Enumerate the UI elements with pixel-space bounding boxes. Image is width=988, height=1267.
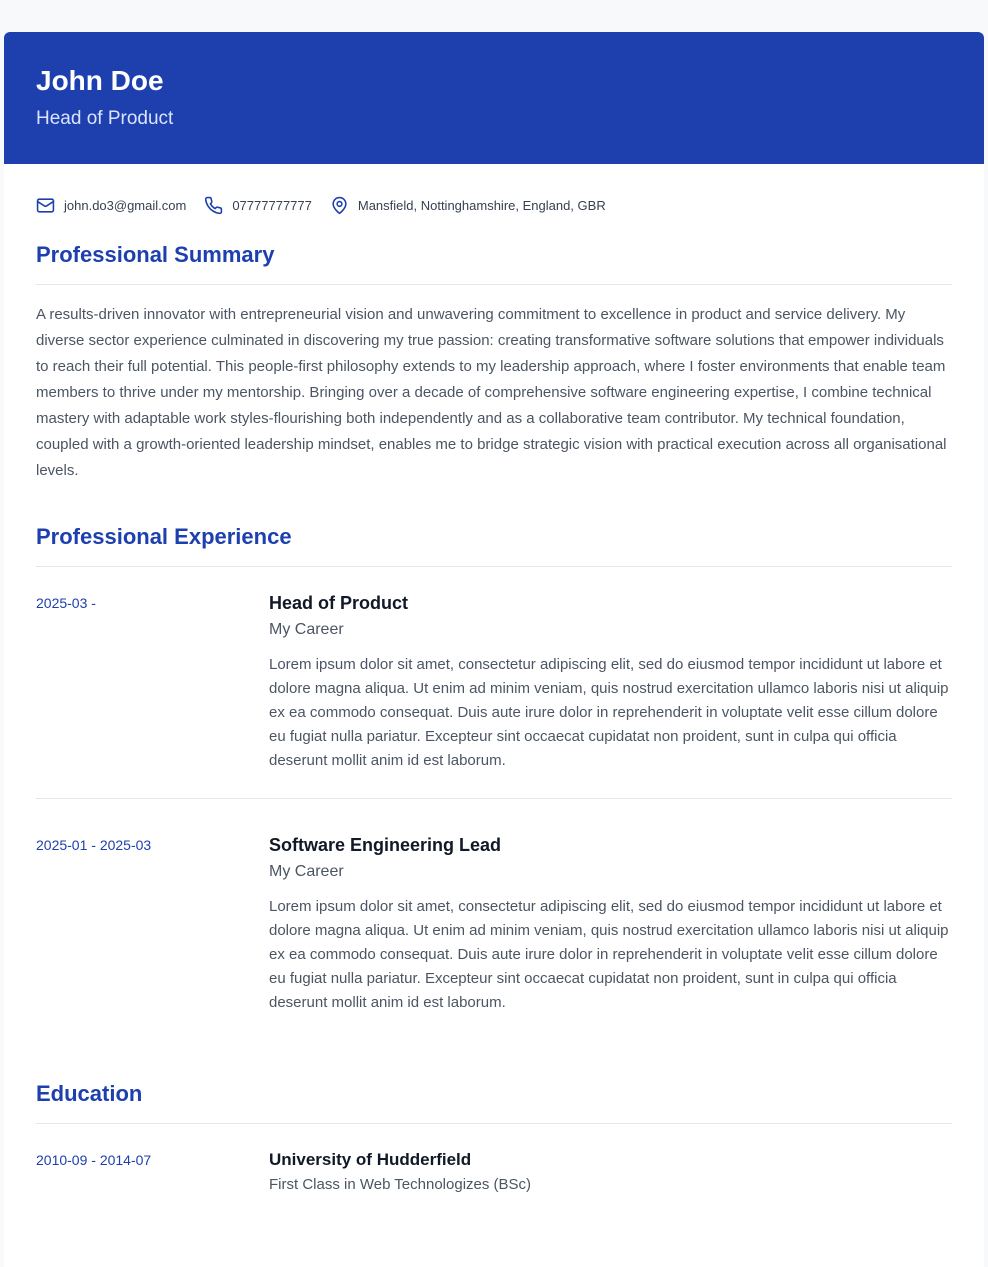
email-text: john.do3@gmail.com bbox=[64, 197, 187, 213]
location-text: Mansfield, Nottinghamshire, England, GBR bbox=[357, 197, 606, 213]
education-entry bbox=[36, 1148, 952, 1197]
resume-card bbox=[4, 32, 984, 1267]
experience-role: Software Engineering Lead bbox=[269, 835, 502, 855]
experience-company: My Career bbox=[269, 621, 344, 638]
summary-text: A results-driven innovator with entrepreneurial vision and unwavering commitment to excellence in product and service delivery. My diverse sector experience culminated in discovering my true passion: creating transformative software solutions that empower individuals to reach their full potential. This people-first philosophy extends to my leadership approach, where I foster environments that enable team members to thrive under my mentorship. Bringing over a decade of comprehensive software engineering expertise, I combine technical mastery with adaptable work styles-flourishing both independently and as a collaborative team contributor. My technical foundation, coupled with a growth-oriented leadership mindset, enables me to bridge strategic vision with practical execution across all organisational levels. bbox=[36, 306, 947, 479]
experience-dates: 2025-03 - bbox=[36, 595, 96, 611]
phone-icon bbox=[204, 196, 223, 215]
education-degree: First Class in Web Technologizes (BSc) bbox=[269, 1176, 532, 1193]
experience-entry bbox=[36, 591, 952, 773]
contact-location bbox=[330, 196, 606, 215]
entry-divider bbox=[36, 798, 952, 799]
candidate-headline: Head of Product bbox=[36, 108, 174, 129]
experience-company: My Career bbox=[269, 863, 344, 880]
experience-divider bbox=[36, 566, 952, 567]
resume-body bbox=[4, 188, 984, 1197]
experience-entry bbox=[36, 833, 952, 1015]
education-institution: University of Hudderfield bbox=[269, 1150, 472, 1169]
summary-heading: Professional Summary bbox=[36, 242, 275, 267]
experience-heading: Professional Experience bbox=[36, 524, 292, 549]
experience-description: Lorem ipsum dolor sit amet, consectetur adipiscing elit, sed do eiusmod tempor incididunt ut labore et dolore magna aliqua. Ut enim ad minim veniam, quis nostrud exercitation ullamco laboris nisi ut aliquip ex ea commodo consequat. Duis aute irure dolor in reprehenderit in voluptate velit esse cillum dolore eu fugiat nulla pariatur. Excepteur sint occaecat cupidatat non proident, sunt in culpa qui officia deserunt mollit anim id est laborum. bbox=[269, 656, 949, 769]
contact-bar bbox=[36, 188, 952, 222]
resume-header bbox=[4, 32, 984, 164]
contact-phone[interactable] bbox=[204, 196, 312, 215]
map-pin-icon bbox=[330, 196, 349, 215]
experience-details bbox=[269, 833, 952, 1015]
experience-description: Lorem ipsum dolor sit amet, consectetur adipiscing elit, sed do eiusmod tempor incididunt ut labore et dolore magna aliqua. Ut enim ad minim veniam, quis nostrud exercitation ullamco laboris nisi ut aliquip ex ea commodo consequat. Duis aute irure dolor in reprehenderit in voluptate velit esse cillum dolore eu fugiat nulla pariatur. Excepteur sint occaecat cupidatat non proident, sunt in culpa qui officia deserunt mollit anim id est laborum. bbox=[269, 898, 949, 1011]
education-divider bbox=[36, 1123, 952, 1124]
candidate-name: John Doe bbox=[36, 65, 164, 96]
experience-details bbox=[269, 591, 952, 773]
summary-divider bbox=[36, 284, 952, 285]
phone-text: 07777777777 bbox=[232, 197, 312, 213]
experience-dates: 2025-01 - 2025-03 bbox=[36, 837, 152, 853]
mail-icon bbox=[36, 196, 55, 215]
education-heading: Education bbox=[36, 1081, 143, 1106]
education-dates: 2010-09 - 2014-07 bbox=[36, 1152, 152, 1168]
experience-role: Head of Product bbox=[269, 593, 409, 613]
contact-email[interactable] bbox=[36, 196, 186, 215]
education-details bbox=[269, 1148, 952, 1197]
